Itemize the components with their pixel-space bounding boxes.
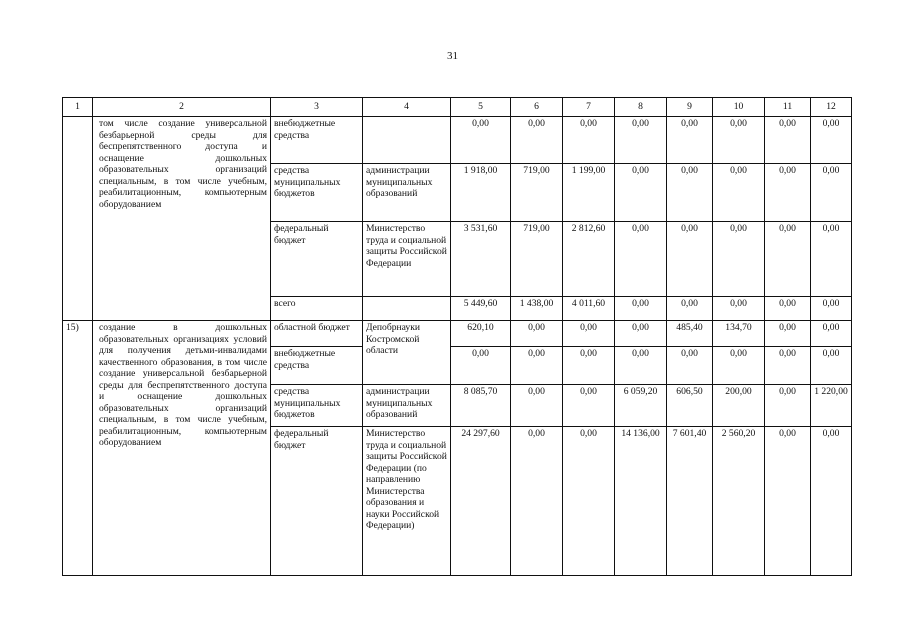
funding-source: внебюджетные средства <box>271 347 363 385</box>
value-cell: 0,00 <box>765 297 811 321</box>
value-cell: 0,00 <box>615 117 667 164</box>
value-cell: 2 560,20 <box>713 427 765 576</box>
value-cell: 24 297,60 <box>451 427 511 576</box>
table-row <box>63 321 852 347</box>
value-cell: 0,00 <box>511 385 563 427</box>
executor: Министерство труда и социальной защиты Российской Федерации <box>363 222 451 297</box>
value-cell: 200,00 <box>713 385 765 427</box>
value-cell: 606,50 <box>667 385 713 427</box>
value-cell: 0,00 <box>713 117 765 164</box>
value-cell: 0,00 <box>667 347 713 385</box>
column-header: 8 <box>615 98 667 117</box>
value-cell: 1 438,00 <box>511 297 563 321</box>
value-cell: 0,00 <box>713 297 765 321</box>
value-cell: 0,00 <box>667 222 713 297</box>
value-cell: 0,00 <box>811 117 852 164</box>
executor: Министерство труда и социальной защиты Российской Федерации (по направлению Министерства образования и науки Российской Федерации) <box>363 427 451 576</box>
funding-source: федеральный бюджет <box>271 222 363 297</box>
activity-description: создание в дошкольных образовательных организациях условий для получения детьми-инвалидами качественного образования, в том числе создание универсальной безбарьерной среды для беспрепятственного доступа и оснащение дошкольных образовательных организаций специальным, в том числе учебным, реабилитационным, компьютерным оборудованием <box>93 321 271 576</box>
column-header: 11 <box>765 98 811 117</box>
value-cell: 0,00 <box>451 347 511 385</box>
value-cell: 0,00 <box>563 117 615 164</box>
value-cell: 0,00 <box>713 222 765 297</box>
value-cell: 719,00 <box>511 222 563 297</box>
value-cell: 0,00 <box>713 347 765 385</box>
value-cell: 0,00 <box>811 297 852 321</box>
value-cell: 134,70 <box>713 321 765 347</box>
value-cell: 0,00 <box>811 427 852 576</box>
value-cell: 0,00 <box>511 427 563 576</box>
value-cell: 8 085,70 <box>451 385 511 427</box>
value-cell: 4 011,60 <box>563 297 615 321</box>
funding-source: федеральный бюджет <box>271 427 363 576</box>
value-cell: 0,00 <box>511 321 563 347</box>
column-header: 1 <box>63 98 93 117</box>
value-cell: 0,00 <box>765 347 811 385</box>
column-header: 10 <box>713 98 765 117</box>
funding-source: средства муниципальных бюджетов <box>271 385 363 427</box>
value-cell: 620,10 <box>451 321 511 347</box>
budget-table <box>62 97 852 576</box>
value-cell: 0,00 <box>765 164 811 222</box>
value-cell: 0,00 <box>765 117 811 164</box>
value-cell: 0,00 <box>511 117 563 164</box>
column-header: 6 <box>511 98 563 117</box>
funding-source: областной бюджет <box>271 321 363 347</box>
value-cell: 0,00 <box>615 222 667 297</box>
value-cell: 0,00 <box>451 117 511 164</box>
value-cell: 0,00 <box>615 347 667 385</box>
funding-source: всего <box>271 297 363 321</box>
funding-source: средства муниципальных бюджетов <box>271 164 363 222</box>
value-cell: 3 531,60 <box>451 222 511 297</box>
value-cell: 0,00 <box>765 321 811 347</box>
value-cell: 0,00 <box>765 427 811 576</box>
value-cell: 2 812,60 <box>563 222 615 297</box>
value-cell: 0,00 <box>563 427 615 576</box>
row-index: 15) <box>63 321 93 576</box>
value-cell: 0,00 <box>511 347 563 385</box>
value-cell: 0,00 <box>563 347 615 385</box>
value-cell: 0,00 <box>765 222 811 297</box>
table-row <box>63 117 852 164</box>
column-header: 4 <box>363 98 451 117</box>
value-cell: 6 059,20 <box>615 385 667 427</box>
value-cell: 0,00 <box>811 164 852 222</box>
page-number: 31 <box>447 50 458 62</box>
value-cell: 0,00 <box>811 222 852 297</box>
value-cell: 0,00 <box>765 385 811 427</box>
column-header: 2 <box>93 98 271 117</box>
row-index <box>63 117 93 321</box>
column-header: 7 <box>563 98 615 117</box>
column-header: 12 <box>811 98 852 117</box>
value-cell: 0,00 <box>667 117 713 164</box>
value-cell: 14 136,00 <box>615 427 667 576</box>
activity-description: том числе создание универсальной безбарьерной среды для беспрепятственного доступа и оснащение дошкольных образовательных организаций специальным, в том числе учебным, реабилитационным, компьютерным оборудованием <box>93 117 271 321</box>
value-cell: 0,00 <box>615 321 667 347</box>
value-cell: 1 220,00 <box>811 385 852 427</box>
value-cell: 0,00 <box>667 297 713 321</box>
table-header-row <box>63 98 852 117</box>
executor: администрации муниципальных образований <box>363 385 451 427</box>
value-cell: 1 918,00 <box>451 164 511 222</box>
value-cell: 0,00 <box>563 385 615 427</box>
value-cell: 1 199,00 <box>563 164 615 222</box>
column-header: 5 <box>451 98 511 117</box>
value-cell: 0,00 <box>713 164 765 222</box>
executor: Депобрнауки Костромской области <box>363 321 451 385</box>
value-cell: 0,00 <box>563 321 615 347</box>
value-cell: 0,00 <box>615 164 667 222</box>
column-header: 9 <box>667 98 713 117</box>
value-cell: 0,00 <box>811 347 852 385</box>
executor <box>363 297 451 321</box>
executor <box>363 117 451 164</box>
value-cell: 485,40 <box>667 321 713 347</box>
value-cell: 719,00 <box>511 164 563 222</box>
value-cell: 5 449,60 <box>451 297 511 321</box>
value-cell: 7 601,40 <box>667 427 713 576</box>
value-cell: 0,00 <box>811 321 852 347</box>
value-cell: 0,00 <box>615 297 667 321</box>
funding-source: внебюджетные средства <box>271 117 363 164</box>
executor: администрации муниципальных образований <box>363 164 451 222</box>
value-cell: 0,00 <box>667 164 713 222</box>
column-header: 3 <box>271 98 363 117</box>
